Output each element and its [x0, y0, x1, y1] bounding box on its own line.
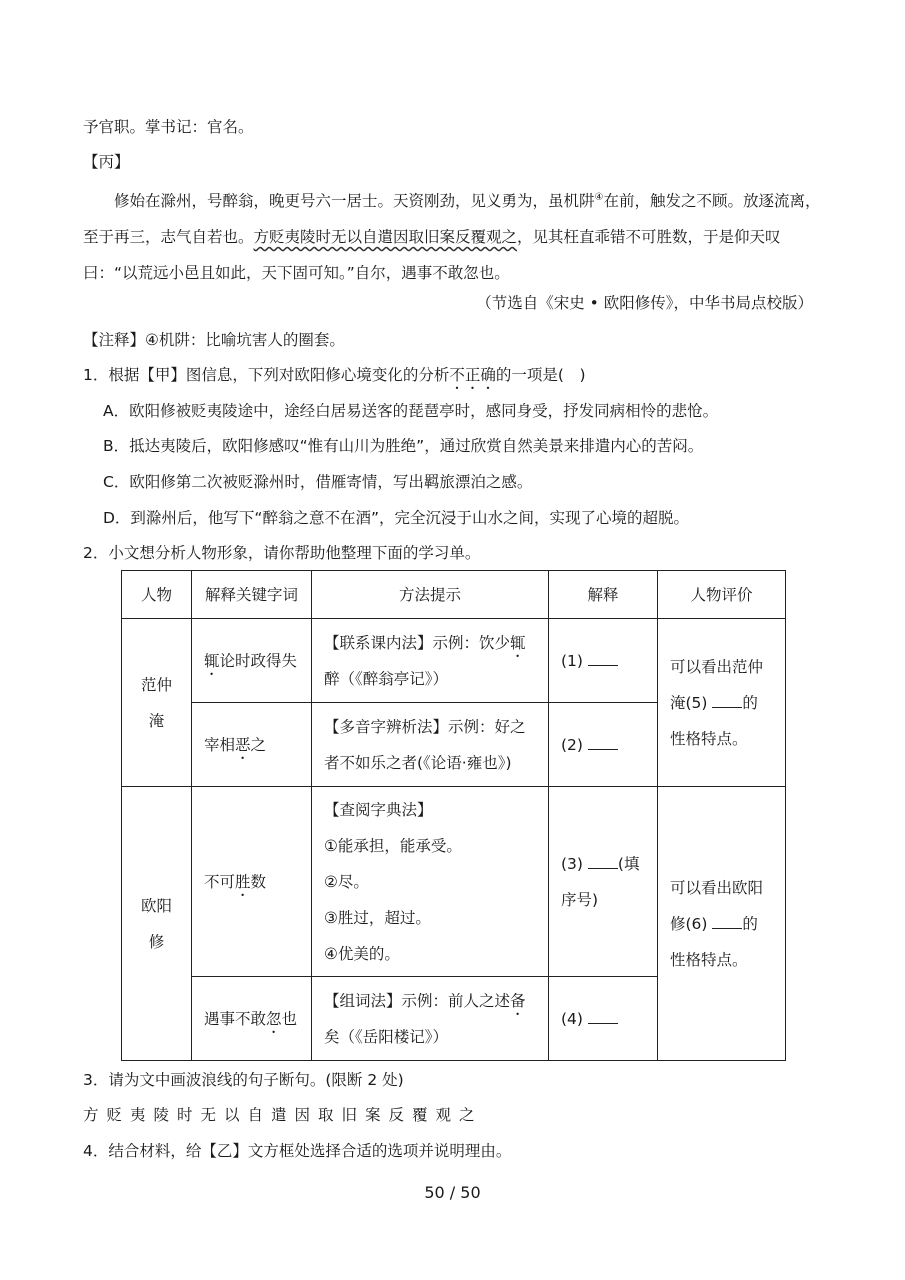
keyword-cell: 遇事不敢忽也	[192, 977, 312, 1061]
keyword-cell: 宰相恶之	[192, 703, 312, 787]
answer-blank-5[interactable]	[712, 693, 742, 708]
method-cell: 【联系课内法】示例：饮少辄醉（《醉翁亭记》）	[312, 619, 549, 703]
answer-blank-3[interactable]: (3) (填序号)	[549, 787, 658, 977]
answer-blank-6[interactable]	[712, 914, 742, 929]
table-row	[122, 787, 786, 977]
person-ouyang-xiu: 欧阳修	[122, 787, 192, 1061]
study-sheet-table	[121, 570, 786, 1061]
person-fan-zhongyan: 范仲淹	[122, 619, 192, 787]
table-header-row	[122, 571, 786, 619]
question-2: 2．小文想分析人物形象，请你帮助他整理下面的学习单。	[83, 544, 481, 562]
question-4: 4．结合材料，给【乙】文方框处选择合适的选项并说明理由。	[83, 1142, 512, 1160]
evaluation-cell-ouyang: 可以看出欧阳修(6) 的性格特点。	[658, 787, 786, 1061]
answer-blank-2[interactable]: (2)	[549, 703, 658, 787]
method-cell: 【组词法】示例：前人之述备矣（《岳阳楼记》）	[312, 977, 549, 1061]
answer-blank-1[interactable]: (1)	[549, 619, 658, 703]
page-number: 50 / 50	[424, 1183, 481, 1202]
question-1: 1．根据【甲】图信息，下列对欧阳修心境变化的分析不正确的一项是( )	[83, 366, 586, 384]
method-cell-dictionary: 【查阅字典法】 ①能承担，能承受。 ②尽。 ③胜过，超过。 ④优美的。	[312, 787, 549, 977]
method-cell: 【多音字辨析法】示例：好之者不如乐之者(《论语·雍也》)	[312, 703, 549, 787]
option-b: B．抵达夷陵后，欧阳修感叹“惟有山川为胜绝”，通过欣赏自然美景来排遣内心的苦闷。	[103, 437, 704, 455]
question-3: 3．请为文中画波浪线的句子断句。(限断 2 处)	[83, 1071, 404, 1089]
header-person: 人物	[122, 571, 192, 619]
header-explanation: 解释	[549, 571, 658, 619]
header-method: 方法提示	[312, 571, 549, 619]
option-c: C．欧阳修第二次被贬滁州时，借雁寄情，写出羁旅漂泊之感。	[103, 473, 533, 491]
footnote-marker: ④	[594, 192, 604, 203]
evaluation-cell-fan: 可以看出范仲淹(5) 的性格特点。	[658, 619, 786, 787]
source-citation: （节选自《宋史 • 欧阳修传》，中华书局点校版）	[476, 294, 813, 312]
keyword-cell: 不可胜数	[192, 787, 312, 977]
keyword-cell: 辄论时政得失	[192, 619, 312, 703]
section-label-bing: 【丙】	[83, 153, 130, 171]
option-d: D．到滁州后，他写下“醉翁之意不在酒”，完全沉浸于山水之间，实现了心境的超脱。	[103, 509, 689, 527]
classical-passage: 修始在滁州，号醉翁，晚更号六一居士。天资刚劲，见义勇为，虽机阱④在前，触发之不顾。放逐流离，至于再三，志气自若也。方贬夷陵时无以自遣因取旧案反覆观之，见其枉直乖错不可胜数，于是仰天叹曰：“以荒远小邑且如此，天下固可知。”自尔，遇事不敢忽也。	[83, 192, 821, 283]
intro-line: 予官职。掌书记：官名。	[83, 118, 254, 136]
wavy-underlined-sentence: 方贬夷陵时无以自遣因取旧案反覆观之	[253, 228, 518, 247]
answer-blank-4[interactable]: (4)	[549, 977, 658, 1061]
header-evaluation: 人物评价	[658, 571, 786, 619]
table-row	[122, 619, 786, 703]
option-a: A．欧阳修被贬夷陵途中，途经白居易送客的琵琶亭时，感同身受，抒发同病相怜的悲怆。	[103, 402, 719, 420]
header-keyword: 解释关键字词	[192, 571, 312, 619]
sentence-to-punctuate[interactable]: 方贬夷陵时无以自遣因取旧案反覆观之	[83, 1106, 483, 1124]
annotation-note: 【注释】④机阱：比喻坑害人的圈套。	[83, 331, 345, 349]
